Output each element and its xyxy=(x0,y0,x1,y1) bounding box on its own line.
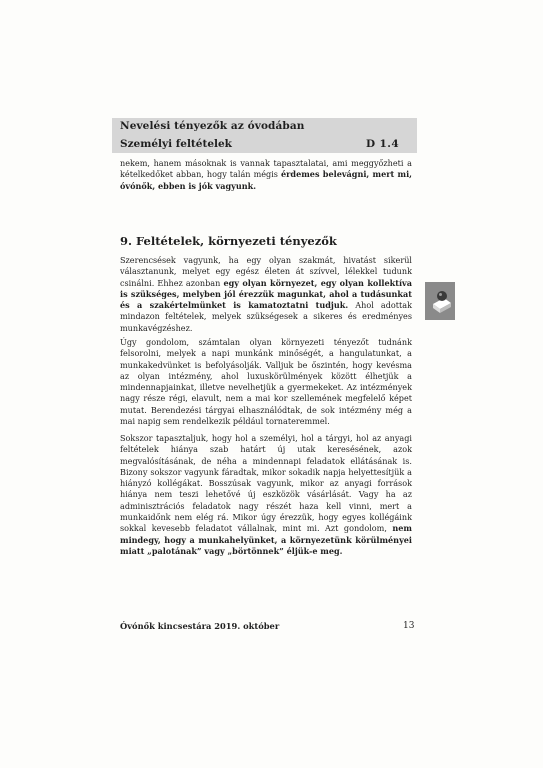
header-code: D 1.4 xyxy=(366,138,400,150)
intro-paragraph xyxy=(120,158,412,192)
paragraph-1 xyxy=(120,255,412,334)
section-title: 9. Feltételek, környezeti tényezők xyxy=(120,234,337,248)
footer-publication: Óvónők kincsestára 2019. október xyxy=(120,621,280,631)
paragraph-1-bold: egy olyan környezet, egy olyan kollektíva is szükséges, melyben jól érezzük magunkat, ahol a tudásunkat és a szakértelmünket is kamatoztatni tudjuk. xyxy=(120,277,412,311)
pedestal-with-sphere-icon xyxy=(425,282,455,320)
intro-bold-text: érdemes belevágni, mert mi, óvónők, ebben is jók vagyunk. xyxy=(120,169,412,191)
header-title: Nevelési tényezők az óvodában xyxy=(120,120,305,132)
paragraph-2: Úgy gondolom, számtalan olyan környezeti tényezőt tudnánk felsorolni, melyek a napi munkánk minőségét, a hangulatunkat, a munkakedvünket is befolyásolják. Valljuk be őszintén, hogy kevésma az olyan intézmény, ahol luxuskörülmények között élhetjük a mindennapjainkat, illetve nevelhetjük a gyermekeket. Az intézmények nagy része régi, elavult, nem a mai kor szellemének megfelelő képet mutat. Berendezési tárgyai elhasználódtak, de sok intézmény még a mai napig sem rendelkezik például tornateremmel. xyxy=(120,337,412,427)
paragraph-1-text-a: Szerencsések vagyunk, ha egy olyan szakmát, hivatást sikerül választanunk, melyet egy egész életen át szívvel, lélekkel tudunk csinálni. Ehhez azonban xyxy=(120,255,412,288)
header-subtitle: Személyi feltételek xyxy=(120,138,232,150)
paragraph-3 xyxy=(120,433,412,557)
paragraph-3-text: Sokszor tapasztaljuk, hogy hol a személyi, hol a tárgyi, hol az anyagi feltételek hiánya szab határt új utak keresésének, azok megvalósításának, de néha a mindennapi feladatok ellátásának is. Bizony sokszor vagyunk fáradtak, mikor sokadik napja helyettesítjük a hiányzó kollégákat. Bosszúsak vagyunk, mikor az anyagi források hiánya nem teszi lehetővé új eszközök vásárlását. Vagy ha az adminisztrációs feladatok nagy részét haza kell vinni, mert a munkaidőnk nem elég rá. Mikor úgy érezzük, hogy egyes kollégáink sokkal kevesebb feladatot vállalnak, mint mi. Azt gondolom, xyxy=(120,433,412,534)
intro-text: nekem, hanem másoknak is vannak tapasztalatai, ami meggyőzheti a kételkedőket abban, hogy talán mégis xyxy=(120,158,412,180)
paragraph-3-bold: nem mindegy, hogy a munkahelyünket, a környezetünk körülményei miatt „palotának” vagy „börtönnek” éljük-e meg. xyxy=(120,523,412,556)
paragraph-1-text-b: Ahol adottak mindazon feltételek, melyek szükségesek a sikeres és eredményes munkavégzéshez. xyxy=(120,300,413,333)
page-number: 13 xyxy=(403,621,415,631)
